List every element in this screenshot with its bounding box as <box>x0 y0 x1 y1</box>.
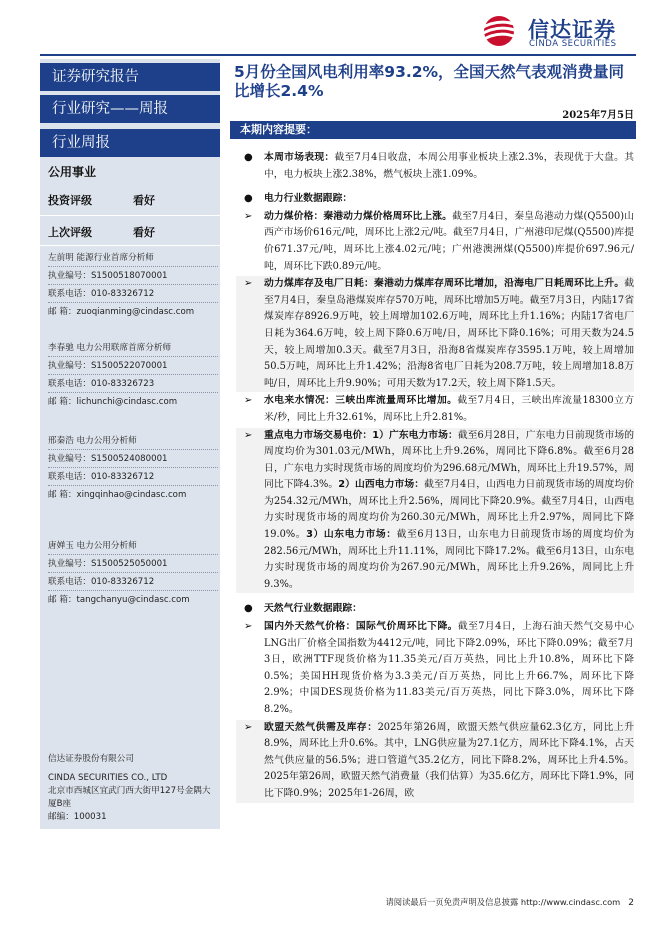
investment-rating <box>48 192 155 208</box>
spot-label: 重点电力市场交易电价： <box>264 429 373 441</box>
cinda-logo <box>476 14 646 48</box>
analyst-cert: 执业编号：S1500522070001 <box>48 357 218 375</box>
company-info <box>48 753 218 824</box>
analyst-name: 邢秦浩 电力公用分析师 <box>48 432 218 450</box>
arrow-icon: ➢ <box>244 395 253 407</box>
spot-sx-label: 2）山西电力市场： <box>338 479 425 491</box>
company-postcode: 邮编：100031 <box>48 812 107 822</box>
coal-price-label: 动力煤价格：秦港动力煤价格周环比上涨。 <box>264 210 453 222</box>
header-rule <box>40 54 636 56</box>
hydro-item <box>236 393 634 426</box>
report-type-box: 证券研究报告 <box>40 63 220 91</box>
spot-sx-text: 截至7月4日，山西电力日前现货市场的周度均价为254.32元/MWh，周环比上升2.56%，周同比下降20.9%。截至7月4日，山西电力实时现货市场的周度均价为260.30元/MWh，周环比上升2.97%，周同比下降19.0%。 <box>264 479 634 541</box>
market-text: 截至7月4日收盘，本周公用事业板块上涨2.3%，表现优于大盘。其中，电力板块上涨2.38%，燃气板块上涨1.09%。 <box>264 152 635 180</box>
rating-value: 看好 <box>133 194 155 207</box>
company-address: 北京市西城区宜武门西大街甲127号金隅大厦B座 <box>48 786 211 809</box>
analyst-card <box>48 339 218 411</box>
analyst-email[interactable]: 邮 箱：lichunchi@cindasc.com <box>48 397 178 407</box>
prev-rating-label: 上次评级 <box>48 226 92 239</box>
bullet-icon: ● <box>244 603 253 615</box>
arrow-icon: ➢ <box>244 721 253 733</box>
analyst-name: 唐婵玉 电力公用分析师 <box>48 537 218 555</box>
analyst-email[interactable]: 邮 箱：tangchanyu@cindasc.com <box>48 595 190 605</box>
report-kind-box: 行业周报 <box>40 129 220 157</box>
rating-divider <box>40 215 220 216</box>
coal-price-item <box>236 209 634 275</box>
analyst-card <box>48 249 218 321</box>
spot-gd-label: 1）广东电力市场： <box>372 429 458 441</box>
coal-stock-item <box>236 276 634 392</box>
sidebar <box>40 59 220 829</box>
report-date: 2025年7月5日 <box>562 110 634 121</box>
analyst-phone: 联系电话：010-83326712 <box>48 573 218 591</box>
prev-rating-value: 看好 <box>133 226 155 239</box>
market-label: 本周市场表现： <box>264 152 335 163</box>
gas-section-label: 天然气行业数据跟踪： <box>264 603 362 615</box>
page-footer <box>386 896 635 908</box>
cinda-logo-icon <box>476 14 522 48</box>
power-section <box>236 191 634 208</box>
gas-section <box>236 601 634 618</box>
power-section-label: 电力行业数据跟踪： <box>264 193 353 205</box>
logo-text-cn: 信达证券 <box>528 18 616 42</box>
gas-eu-text: 2025年第26周，欧盟天然气供应量62.3亿方，同比上升8.9%，周环比上升0.6%。其中，LNG供应量为27.1亿方，周环比下降4.1%，占天然气供应量的56.5%；进口管道气35.2亿方，同比下降8.2%，周环比上升4.5%。2025年第26周，欧盟天然气消费量（我们估算）为35.6亿方，周环比下降1.9%，同比下降0.9%；2025年1-26周，欧 <box>264 721 635 799</box>
spot-price-item <box>236 428 634 594</box>
analyst-phone: 联系电话：010-83326723 <box>48 375 218 393</box>
gas-intl-label: 国内外天然气价格：国际气价周环比下降。 <box>264 621 458 633</box>
market-performance <box>236 150 634 183</box>
rating-divider <box>40 245 220 246</box>
report-title: 5月份全国风电利用率93.2%，全国天然气表观消费量同比增长2.4% <box>234 63 625 100</box>
spot-sd-label: 3）山东电力市场： <box>306 529 397 541</box>
disclaimer-note[interactable]: 请阅读最后一页免责声明及信息披露 http://www.cindasc.com <box>385 897 621 907</box>
logo-text-en: CINDA SECURITIES <box>529 39 617 49</box>
bullet-icon: ● <box>244 193 253 205</box>
page-number: 2 <box>628 898 634 908</box>
analyst-name: 左前明 能源行业首席分析师 <box>48 249 218 267</box>
analyst-cert: 执业编号：S1500525050001 <box>48 555 218 573</box>
analyst-cert: 执业编号：S1500518070001 <box>48 267 218 285</box>
arrow-icon: ➢ <box>244 621 253 633</box>
coal-stock-text: 截至7月4日，秦皇岛港煤炭库存570万吨，周环比增加5万吨。截至7月3日，内陆17省煤炭库存8926.9万吨，较上周增加102.6万吨，周环比上升1.16%；内陆17省电厂日耗为364.6万吨，较上周下降0.6万吨/日，周环比下降0.16%；可用天数为24.5天，较上周增加0.3天。截至7月3日，沿海8省煤炭库存3595.1万吨，较上周增加50.5万吨，周环比上升1.42%；沿海8省电厂日耗为208.7万吨，较上周增加18.8万吨/日，周环比上升9.90%；可用天数为17.2天，较上周下降1.5天。 <box>264 278 634 389</box>
gas-eu-item <box>236 720 634 803</box>
hydro-text: 截至7月4日，三峡出库流量18300立方米/秒，同比上升32.61%，周环比上升2.81%。 <box>264 395 634 423</box>
coal-price-text: 截至7月4日，秦皇岛港动力煤(Q5500)山西产市场价616元/吨，周环比上涨2元/吨。截至7月4日，广州港印尼煤(Q5500)库提价671.37元/吨，周环比上涨4.02元/吨；广州港澳洲煤(Q5500)库提价697.96元/吨，周环比下跌0.89元/吨。 <box>264 210 635 272</box>
arrow-icon: ➢ <box>244 429 253 441</box>
rating-label: 投资评级 <box>48 194 92 207</box>
hydro-label: 水电来水情况：三峡出库流量周环比增加。 <box>264 395 458 407</box>
report-category-box: 行业研究——周报 <box>40 95 220 123</box>
summary-header: 本期内容提要： <box>230 121 636 139</box>
spot-sd-text: 截至6月13日，山东电力日前现货市场的周度均价为282.56元/MWh，周环比上升11.11%，周同比下降17.2%。截至6月13日，山东电力实时现货市场的周度均价为267.90元/MWh，周环比上升9.26%，周同比上升9.3%。 <box>264 529 635 590</box>
arrow-icon: ➢ <box>244 210 253 222</box>
spot-gd-text: 截至6月28日，广东电力日前现货市场的周度均价为301.03元/MWh，周环比上升9.26%，周同比下降6.8%。截至6月28日，广东电力实时现货市场的周度均价为296.68元/MWh，周环比上升19.57%，周同比下降4.3%。 <box>264 429 635 491</box>
analyst-card <box>48 537 218 609</box>
company-name-en: CINDA SECURITIES CO., LTD <box>48 773 168 783</box>
sector-name: 公用事业 <box>48 165 97 179</box>
gas-intl-item <box>236 619 634 719</box>
analyst-email[interactable]: 邮 箱：zuoqianming@cindasc.com <box>48 307 195 317</box>
analyst-name: 李春驰 电力公用联席首席分析师 <box>48 339 218 357</box>
analyst-cert: 执业编号：S1500524080001 <box>48 450 218 468</box>
coal-stock-label: 动力煤库存及电厂日耗：秦港动力煤库存周环比增加，沿海电厂日耗周环比上升。 <box>264 278 625 290</box>
analyst-card <box>48 432 218 504</box>
previous-rating <box>48 224 155 240</box>
bullet-icon: ● <box>244 152 253 163</box>
analyst-phone: 联系电话：010-83326712 <box>48 285 218 303</box>
gas-eu-label: 欧盟天然气供需及库存： <box>264 721 378 733</box>
analyst-email[interactable]: 邮 箱：xingqinhao@cindasc.com <box>48 490 187 500</box>
report-content <box>236 150 634 803</box>
arrow-icon: ➢ <box>244 278 253 290</box>
company-name-cn: 信达证券股份有限公司 <box>48 754 134 764</box>
analyst-phone: 联系电话：010-83326712 <box>48 468 218 486</box>
gas-intl-text: 截至7月4日，上海石油天然气交易中心LNG出厂价格全国指数为4412元/吨，同比下降2.09%，环比下降0.09%；截至7月3日，欧洲TTF现货价格为11.35美元/百万英热，同比上升10.8%，周环比下降0.5%；美国HH现货价格为3.3美元/百万英热，同比上升66.7%，周环比下降2.9%；中国DES现货价格为11.83美元/百万英热，同比下降3.0%，周环比下降8.2%。 <box>264 621 635 715</box>
